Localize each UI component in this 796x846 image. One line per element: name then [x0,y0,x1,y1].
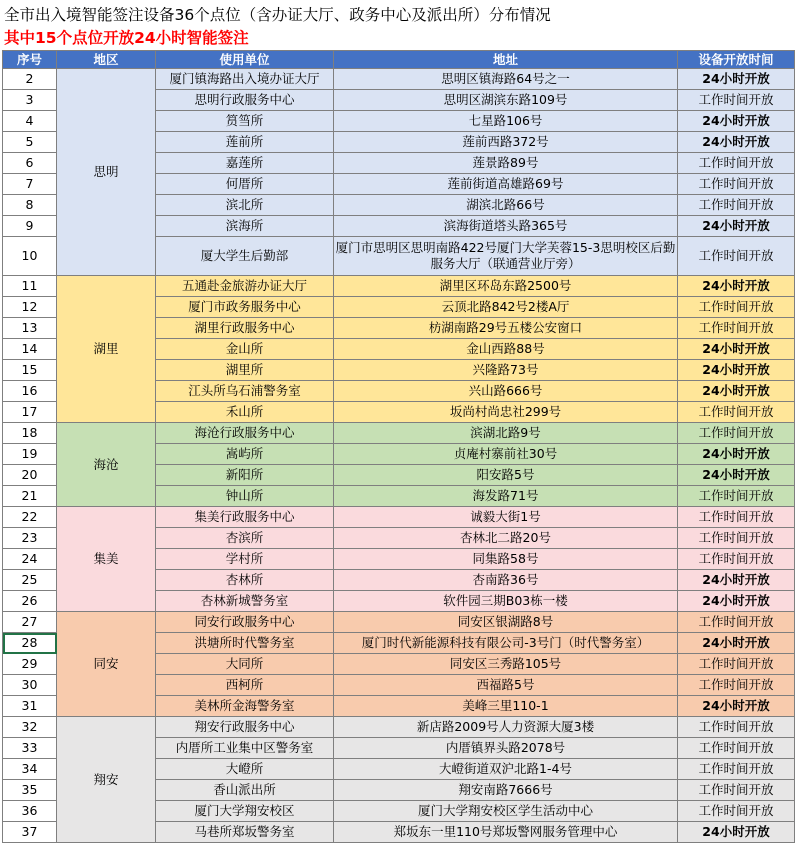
cell-seq[interactable]: 9 [3,216,57,237]
cell-unit[interactable]: 筼筜所 [156,111,334,132]
cell-address[interactable]: 湖滨北路66号 [334,195,678,216]
cell-unit[interactable]: 嘉莲所 [156,153,334,174]
cell-address[interactable]: 美峰三里110-1 [334,696,678,717]
cell-seq[interactable]: 27 [3,612,57,633]
cell-unit[interactable]: 西柯所 [156,675,334,696]
cell-unit[interactable]: 滨海所 [156,216,334,237]
cell-seq[interactable]: 22 [3,507,57,528]
cell-seq[interactable]: 5 [3,132,57,153]
cell-seq[interactable]: 4 [3,111,57,132]
cell-unit[interactable]: 杏林新城警务室 [156,591,334,612]
cell-unit[interactable]: 马巷所郑坂警务室 [156,822,334,843]
cell-seq[interactable]: 18 [3,423,57,444]
cell-seq[interactable]: 34 [3,759,57,780]
cell-hours[interactable]: 24小时开放 [678,381,795,402]
cell-unit[interactable]: 翔安行政服务中心 [156,717,334,738]
cell-unit[interactable]: 湖里所 [156,360,334,381]
cell-unit[interactable]: 湖里行政服务中心 [156,318,334,339]
cell-address[interactable]: 莲景路89号 [334,153,678,174]
cell-seq[interactable]: 8 [3,195,57,216]
header-address[interactable]: 地址 [334,51,678,69]
cell-hours[interactable]: 24小时开放 [678,360,795,381]
cell-hours[interactable]: 工作时间开放 [678,759,795,780]
cell-address[interactable]: 同安区银湖路8号 [334,612,678,633]
cell-hours[interactable]: 24小时开放 [678,444,795,465]
cell-address[interactable]: 同集路58号 [334,549,678,570]
cell-seq[interactable]: 20 [3,465,57,486]
cell-hours[interactable]: 工作时间开放 [678,654,795,675]
cell-address[interactable]: 杏林北二路20号 [334,528,678,549]
cell-address[interactable]: 软件园三期B03栋一楼 [334,591,678,612]
cell-hours[interactable]: 24小时开放 [678,276,795,297]
cell-unit[interactable]: 嵩屿所 [156,444,334,465]
cell-address[interactable]: 厦门时代新能源科技有限公司-3号门（时代警务室） [334,633,678,654]
cell-address[interactable]: 翔安南路7666号 [334,780,678,801]
cell-seq[interactable]: 35 [3,780,57,801]
cell-hours[interactable]: 工作时间开放 [678,423,795,444]
cell-seq[interactable]: 31 [3,696,57,717]
cell-unit[interactable]: 杏林所 [156,570,334,591]
cell-unit[interactable]: 新阳所 [156,465,334,486]
cell-hours[interactable]: 工作时间开放 [678,153,795,174]
cell-unit[interactable]: 禾山所 [156,402,334,423]
cell-address[interactable]: 云顶北路842号2楼A厅 [334,297,678,318]
cell-seq[interactable]: 16 [3,381,57,402]
cell-seq[interactable]: 2 [3,69,57,90]
cell-address[interactable]: 贞庵村寨前社30号 [334,444,678,465]
title-line-1: 全市出入境智能签注设备36个点位（含办证大厅、政务中心及派出所）分布情况 [4,6,551,24]
cell-address[interactable]: 厦门大学翔安校区学生活动中心 [334,801,678,822]
header-hours[interactable]: 设备开放时间 [678,51,795,69]
cell-unit[interactable]: 大同所 [156,654,334,675]
cell-seq[interactable]: 30 [3,675,57,696]
cell-seq[interactable]: 14 [3,339,57,360]
cell-hours[interactable]: 工作时间开放 [678,507,795,528]
cell-address[interactable]: 思明区湖滨东路109号 [334,90,678,111]
cell-unit[interactable]: 香山派出所 [156,780,334,801]
cell-hours[interactable]: 工作时间开放 [678,237,795,276]
header-row [3,51,795,69]
cell-unit[interactable]: 集美行政服务中心 [156,507,334,528]
cell-unit[interactable]: 杏滨所 [156,528,334,549]
cell-seq[interactable]: 6 [3,153,57,174]
cell-unit[interactable]: 思明行政服务中心 [156,90,334,111]
cell-seq[interactable]: 13 [3,318,57,339]
cell-hours[interactable]: 24小时开放 [678,570,795,591]
cell-address[interactable]: 西福路5号 [334,675,678,696]
cell-address[interactable]: 大嶝街道双沪北路1-4号 [334,759,678,780]
cell-hours[interactable]: 工作时间开放 [678,402,795,423]
cell-hours[interactable]: 工作时间开放 [678,675,795,696]
cell-unit[interactable]: 滨北所 [156,195,334,216]
cell-unit[interactable]: 厦门市政务服务中心 [156,297,334,318]
cell-address[interactable]: 同安区三秀路105号 [334,654,678,675]
table-row [3,717,795,738]
cell-seq[interactable]: 24 [3,549,57,570]
cell-address[interactable]: 郑坂东一里110号郑坂警网服务管理中心 [334,822,678,843]
cell-unit[interactable]: 洪塘所时代警务室 [156,633,334,654]
cell-address[interactable]: 金山西路88号 [334,339,678,360]
cell-unit[interactable]: 厦门大学翔安校区 [156,801,334,822]
cell-address[interactable]: 滨湖北路9号 [334,423,678,444]
cell-unit[interactable]: 同安行政服务中心 [156,612,334,633]
sites-table [2,50,795,843]
table-row [3,423,795,444]
cell-unit[interactable]: 江头所乌石浦警务室 [156,381,334,402]
cell-seq[interactable]: 3 [3,90,57,111]
cell-address[interactable]: 坂尚村尚忠社299号 [334,402,678,423]
table-row [3,612,795,633]
cell-hours[interactable]: 24小时开放 [678,132,795,153]
cell-address[interactable]: 莲前西路372号 [334,132,678,153]
cell-address[interactable]: 新店路2009号人力资源大厦3楼 [334,717,678,738]
cell-district[interactable]: 集美 [57,507,156,612]
cell-address[interactable]: 思明区镇海路64号之一 [334,69,678,90]
cell-district[interactable]: 思明 [57,69,156,276]
cell-seq[interactable]: 11 [3,276,57,297]
cell-address[interactable]: 厦门市思明区思明南路422号厦门大学芙蓉15-3思明校区后勤服务大厅（联通营业厅旁） [334,237,678,276]
header-unit[interactable]: 使用单位 [156,51,334,69]
cell-seq[interactable]: 21 [3,486,57,507]
cell-hours[interactable]: 24小时开放 [678,822,795,843]
cell-unit[interactable]: 莲前所 [156,132,334,153]
cell-seq[interactable]: 23 [3,528,57,549]
cell-seq[interactable]: 10 [3,237,57,276]
cell-unit[interactable]: 五通赴金旅游办证大厅 [156,276,334,297]
cell-seq[interactable]: 28 [3,633,57,654]
cell-hours[interactable]: 24小时开放 [678,696,795,717]
cell-seq[interactable]: 15 [3,360,57,381]
cell-hours[interactable]: 工作时间开放 [678,318,795,339]
cell-unit[interactable]: 内厝所工业集中区警务室 [156,738,334,759]
cell-hours[interactable]: 24小时开放 [678,465,795,486]
title-line-2: 其中15个点位开放24小时智能签注 [4,29,249,47]
cell-district[interactable]: 海沧 [57,423,156,507]
cell-address[interactable]: 滨海街道塔头路365号 [334,216,678,237]
cell-unit[interactable]: 学村所 [156,549,334,570]
cell-seq[interactable]: 36 [3,801,57,822]
cell-address[interactable]: 枋湖南路29号五楼公安窗口 [334,318,678,339]
cell-address[interactable]: 阳安路5号 [334,465,678,486]
cell-district[interactable]: 湖里 [57,276,156,423]
cell-hours[interactable]: 工作时间开放 [678,297,795,318]
cell-hours[interactable]: 工作时间开放 [678,780,795,801]
table-row [3,276,795,297]
cell-seq[interactable]: 29 [3,654,57,675]
cell-address[interactable]: 莲前街道高雄路69号 [334,174,678,195]
cell-hours[interactable]: 24小时开放 [678,111,795,132]
cell-seq[interactable]: 12 [3,297,57,318]
cell-hours[interactable]: 工作时间开放 [678,738,795,759]
cell-district[interactable]: 同安 [57,612,156,717]
cell-address[interactable]: 海发路71号 [334,486,678,507]
cell-seq[interactable]: 19 [3,444,57,465]
cell-seq[interactable]: 7 [3,174,57,195]
cell-unit[interactable]: 金山所 [156,339,334,360]
cell-seq[interactable]: 17 [3,402,57,423]
table-row [3,69,795,90]
cell-unit[interactable]: 美林所金海警务室 [156,696,334,717]
header-district[interactable]: 地区 [57,51,156,69]
cell-hours[interactable]: 工作时间开放 [678,195,795,216]
cell-hours[interactable]: 24小时开放 [678,216,795,237]
cell-unit[interactable]: 厦大学生后勤部 [156,237,334,276]
cell-hours[interactable]: 工作时间开放 [678,549,795,570]
cell-hours[interactable]: 24小时开放 [678,633,795,654]
cell-district[interactable]: 翔安 [57,717,156,843]
table-row [3,507,795,528]
cell-address[interactable]: 内厝镇界头路2078号 [334,738,678,759]
cell-hours[interactable]: 工作时间开放 [678,174,795,195]
cell-seq[interactable]: 33 [3,738,57,759]
cell-seq[interactable]: 25 [3,570,57,591]
cell-address[interactable]: 诚毅大街1号 [334,507,678,528]
cell-hours[interactable]: 24小时开放 [678,339,795,360]
cell-seq[interactable]: 37 [3,822,57,843]
cell-unit[interactable]: 大嶝所 [156,759,334,780]
cell-hours[interactable]: 工作时间开放 [678,801,795,822]
cell-address[interactable]: 兴山路666号 [334,381,678,402]
cell-address[interactable]: 兴隆路73号 [334,360,678,381]
cell-address[interactable]: 七星路106号 [334,111,678,132]
cell-unit[interactable]: 钟山所 [156,486,334,507]
cell-seq[interactable]: 32 [3,717,57,738]
cell-hours[interactable]: 工作时间开放 [678,528,795,549]
cell-hours[interactable]: 工作时间开放 [678,90,795,111]
cell-hours[interactable]: 工作时间开放 [678,486,795,507]
cell-hours[interactable]: 24小时开放 [678,69,795,90]
cell-hours[interactable]: 24小时开放 [678,591,795,612]
cell-unit[interactable]: 何厝所 [156,174,334,195]
cell-hours[interactable]: 工作时间开放 [678,717,795,738]
cell-unit[interactable]: 海沧行政服务中心 [156,423,334,444]
cell-address[interactable]: 湖里区环岛东路2500号 [334,276,678,297]
cell-address[interactable]: 杏南路36号 [334,570,678,591]
cell-unit[interactable]: 厦门镇海路出入境办证大厅 [156,69,334,90]
header-seq[interactable]: 序号 [3,51,57,69]
cell-hours[interactable]: 工作时间开放 [678,612,795,633]
cell-seq[interactable]: 26 [3,591,57,612]
